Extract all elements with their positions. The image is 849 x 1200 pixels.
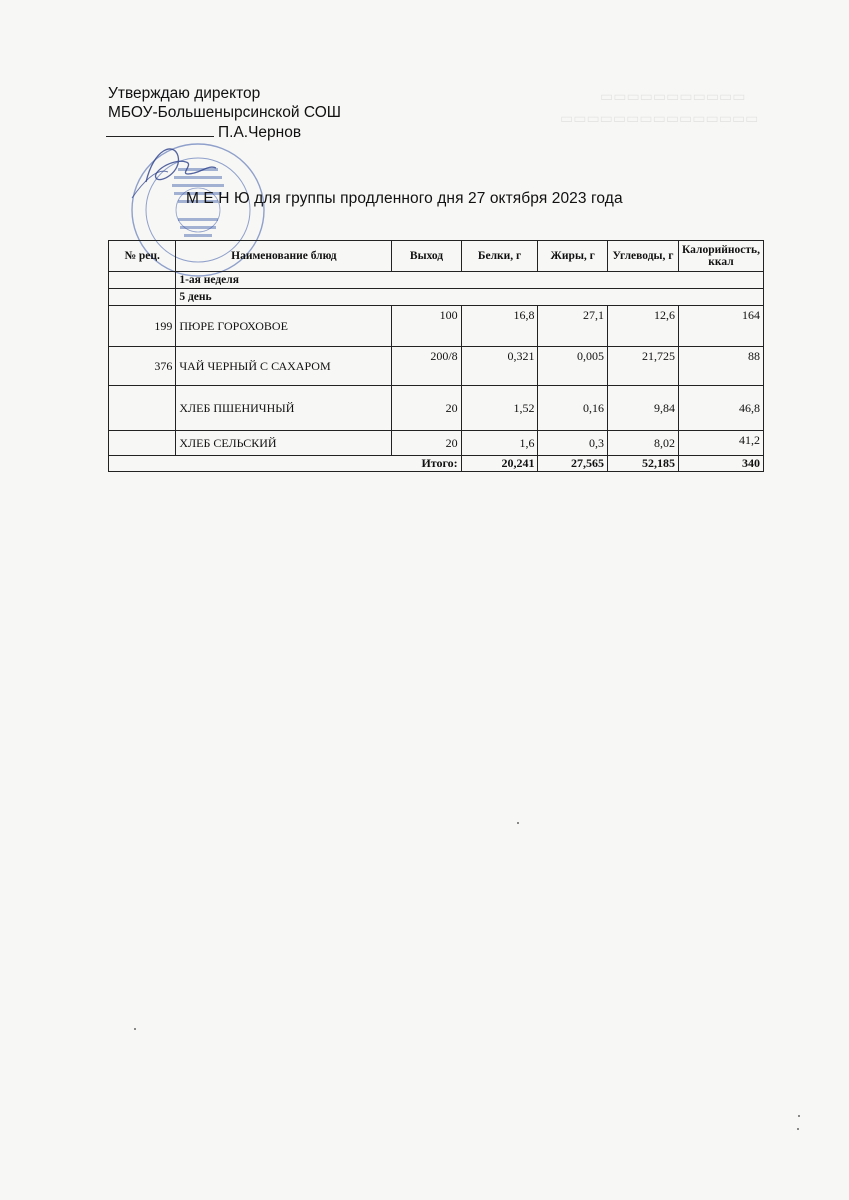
- dish-protein: 0,321: [461, 347, 538, 386]
- scan-speck: [134, 1028, 136, 1030]
- show-through-text: ▭▭▭▭▭▭▭▭▭▭▭▭▭▭▭: [560, 110, 759, 126]
- dish-kcal: 164: [678, 306, 763, 347]
- signer-name: П.А.Чернов: [218, 124, 302, 141]
- total-row: [109, 456, 764, 472]
- total-kcal: 340: [678, 456, 763, 472]
- dish-fat: 0,16: [538, 386, 608, 431]
- dish-carbs: 8,02: [608, 431, 679, 456]
- dish-protein: 1,52: [461, 386, 538, 431]
- signature-blank: [106, 122, 214, 137]
- dish-fat: 27,1: [538, 306, 608, 347]
- dish-output: 20: [392, 431, 461, 456]
- header-name: Наименование блюд: [176, 241, 392, 272]
- dish-carbs: 9,84: [608, 386, 679, 431]
- show-through-text: ▭▭▭▭▭▭▭▭▭▭▭: [600, 88, 746, 104]
- dish-carbs: 12,6: [608, 306, 679, 347]
- recipe-num: 199: [109, 306, 176, 347]
- day-label: 5 день: [176, 289, 764, 306]
- dish-name: ХЛЕБ ПШЕНИЧНЫЙ: [176, 386, 392, 431]
- header-out: Выход: [392, 241, 461, 272]
- recipe-num: 376: [109, 347, 176, 386]
- dish-kcal: 46,8: [678, 386, 763, 431]
- dish-kcal: 41,2: [678, 431, 763, 456]
- dish-output: 20: [392, 386, 461, 431]
- total-label: Итого:: [109, 456, 462, 472]
- table-header-row: [109, 241, 764, 272]
- dish-output: 100: [392, 306, 461, 347]
- approval-line-2: МБОУ-Большенырсинской СОШ: [108, 104, 341, 121]
- dish-carbs: 21,725: [608, 347, 679, 386]
- table-row: [109, 306, 764, 347]
- day-row: [109, 289, 764, 306]
- dish-name: ПЮРЕ ГОРОХОВОЕ: [176, 306, 392, 347]
- total-protein: 20,241: [461, 456, 538, 472]
- table-row: [109, 431, 764, 456]
- approval-block: [108, 84, 341, 142]
- week-label: 1-ая неделя: [176, 272, 764, 289]
- recipe-num: [109, 386, 176, 431]
- dish-output: 200/8: [392, 347, 461, 386]
- dish-fat: 0,3: [538, 431, 608, 456]
- header-num: № рец.: [109, 241, 176, 272]
- dish-protein: 1,6: [461, 431, 538, 456]
- dish-kcal: 88: [678, 347, 763, 386]
- header-kcal: Калорийность, ккал: [678, 241, 763, 272]
- header-fat: Жиры, г: [538, 241, 608, 272]
- scan-speck: [517, 822, 519, 824]
- week-row: [109, 272, 764, 289]
- scan-speck: [798, 1115, 800, 1117]
- menu-table: [108, 240, 764, 472]
- dish-fat: 0,005: [538, 347, 608, 386]
- scan-speck: [797, 1128, 799, 1130]
- menu-title: М Е Н Ю для группы продленного дня 27 октября 2023 года: [186, 190, 623, 207]
- header-carbs: Углеводы, г: [608, 241, 679, 272]
- table-row: [109, 347, 764, 386]
- dish-name: ХЛЕБ СЕЛЬСКИЙ: [176, 431, 392, 456]
- total-carbs: 52,185: [608, 456, 679, 472]
- week-num-cell: [109, 272, 176, 289]
- header-protein: Белки, г: [461, 241, 538, 272]
- signature-line: [108, 122, 341, 142]
- approval-line-1: Утверждаю директор: [108, 85, 261, 102]
- dish-name: ЧАЙ ЧЕРНЫЙ С САХАРОМ: [176, 347, 392, 386]
- dish-protein: 16,8: [461, 306, 538, 347]
- table-row: [109, 386, 764, 431]
- day-num-cell: [109, 289, 176, 306]
- total-fat: 27,565: [538, 456, 608, 472]
- recipe-num: [109, 431, 176, 456]
